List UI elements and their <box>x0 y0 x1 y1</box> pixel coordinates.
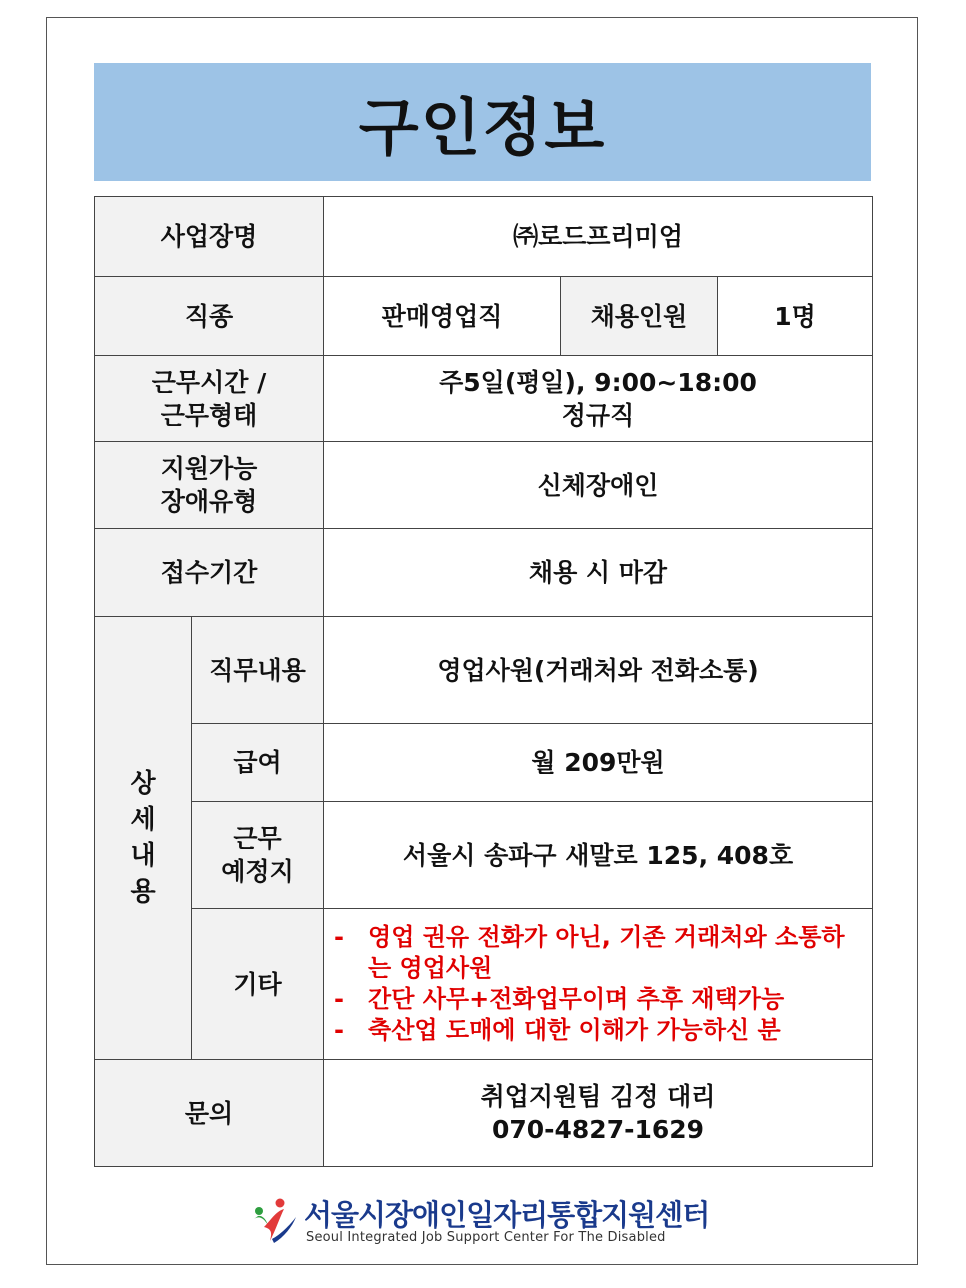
job-label: 직종 <box>95 277 324 356</box>
row-duty <box>95 617 873 724</box>
contact-phone: 070-4827-1629 <box>491 1115 705 1144</box>
period-value: 채용 시 마감 <box>324 529 873 617</box>
hire-value: 1명 <box>718 277 873 356</box>
duty-label: 직무내용 <box>192 617 324 724</box>
row-contact <box>95 1060 873 1167</box>
etc-dash <box>334 953 368 984</box>
duty-value: 영업사원(거래처와 전화소통) <box>324 617 873 724</box>
row-disability <box>95 442 873 529</box>
row-period <box>95 529 873 617</box>
row-company <box>95 197 873 277</box>
hire-label: 채용인원 <box>561 277 718 356</box>
etc-text: 는 영업사원 <box>368 954 493 982</box>
disability-label-line1: 지원가능 <box>160 454 258 483</box>
etc-value <box>324 909 873 1060</box>
disability-value: 신체장애인 <box>324 442 873 529</box>
organization-name-english: Seoul Integrated Job Support Center For The Disabled <box>306 1230 666 1245</box>
row-hours <box>95 356 873 442</box>
title-banner <box>94 63 871 181</box>
hours-label-line2: 근무형태 <box>160 400 258 430</box>
footer-logo-block <box>250 1193 720 1249</box>
row-job <box>95 277 873 356</box>
etc-label: 기타 <box>192 909 324 1060</box>
contact-label: 문의 <box>95 1060 324 1167</box>
pay-value: 월 209만원 <box>324 724 873 802</box>
place-label-line1: 근무 <box>233 824 282 853</box>
job-info-table <box>94 196 873 1167</box>
etc-text: 영업 권유 전화가 아닌, 기존 거래처와 소통하 <box>368 923 845 951</box>
company-value: ㈜로드프리미엄 <box>324 197 873 277</box>
period-label: 접수기간 <box>95 529 324 617</box>
etc-text: 간단 사무+전화업무이며 추후 재택가능 <box>368 985 785 1013</box>
pay-label: 급여 <box>192 724 324 802</box>
hours-value-line2: 정규직 <box>561 400 635 430</box>
etc-item <box>334 953 866 984</box>
etc-dash: - <box>334 923 344 951</box>
job-value: 판매영업직 <box>324 277 561 356</box>
row-place <box>95 802 873 909</box>
row-pay <box>95 724 873 802</box>
etc-item <box>334 922 866 953</box>
hours-label-line1: 근무시간 / <box>151 367 267 397</box>
hours-value <box>324 356 873 442</box>
organization-logo-icon <box>250 1195 300 1245</box>
disability-label-line2: 장애유형 <box>160 487 258 516</box>
company-label: 사업장명 <box>95 197 324 277</box>
etc-item <box>334 1015 866 1046</box>
detail-side-char: 용 <box>130 877 156 907</box>
page-title: 구인정보 <box>358 90 607 164</box>
etc-item <box>334 984 866 1015</box>
place-label-line2: 예정지 <box>221 857 294 886</box>
organization-name: 서울시장애인일자리통합지원센터 <box>304 1198 710 1232</box>
contact-value <box>324 1060 873 1167</box>
etc-text: 축산업 도매에 대한 이해가 가능하신 분 <box>368 1016 781 1044</box>
detail-side-char: 상 <box>130 769 156 799</box>
place-value: 서울시 송파구 새말로 125, 408호 <box>324 802 873 909</box>
disability-label <box>95 442 324 529</box>
etc-dash: - <box>334 1016 344 1044</box>
detail-side-char: 세 <box>130 805 156 835</box>
contact-name: 취업지원팀 김정 대리 <box>480 1082 716 1111</box>
detail-side-char: 내 <box>130 841 156 871</box>
place-label <box>192 802 324 909</box>
detail-side-label <box>95 617 192 1060</box>
row-etc <box>95 909 873 1060</box>
etc-dash: - <box>334 985 344 1013</box>
hours-label <box>95 356 324 442</box>
hours-value-line1: 주5일(평일), 9:00~18:00 <box>439 367 757 397</box>
